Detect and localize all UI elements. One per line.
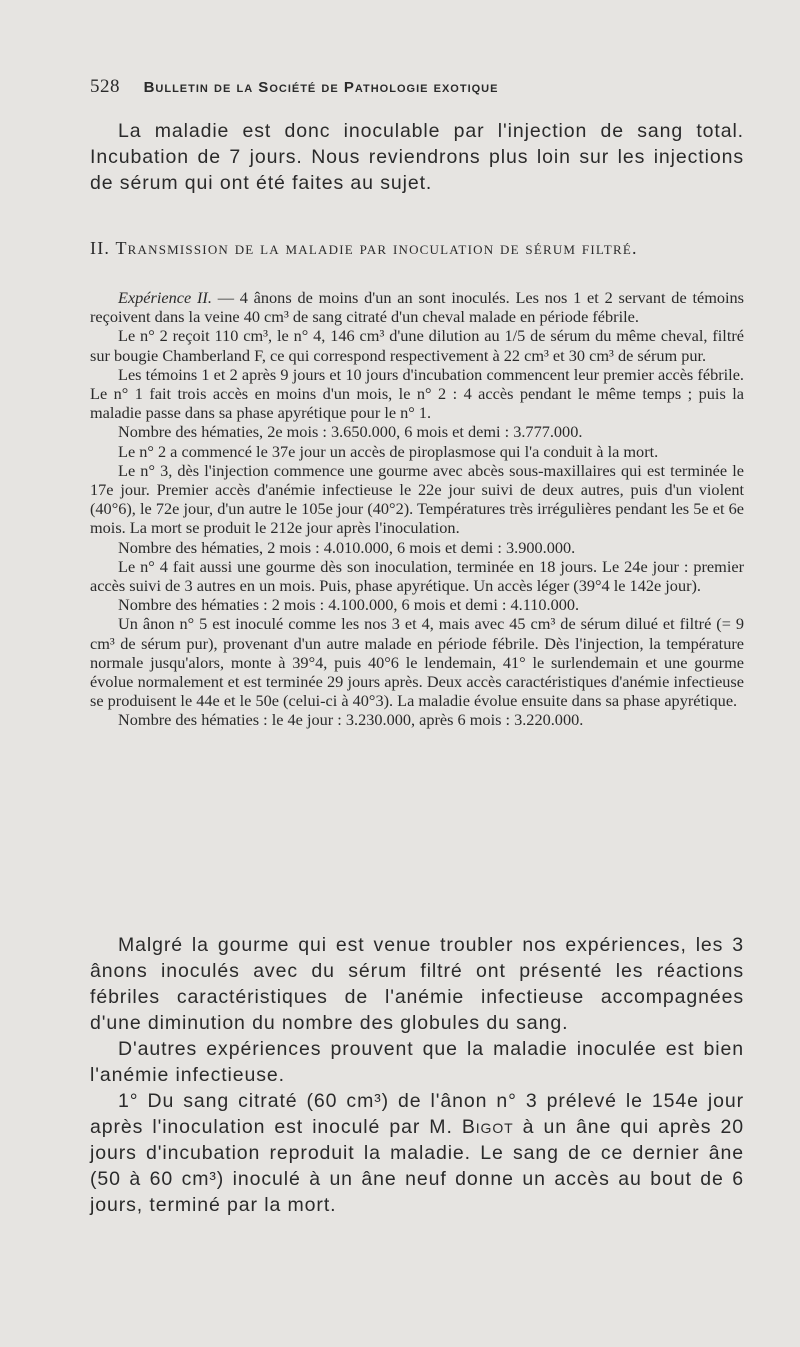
experiment-intro: — 4 ânons de moins d'un an sont inoculés. Les nos 1 et 2 servant de témoins reçoivent dans la veine 40 cm³ de sang citraté d'un cheval malade en période fébrile. [90, 288, 744, 327]
experiment-paragraph: Le n° 2 a commencé le 37e jour un accès de piroplasmose qui l'a conduit à la mort. [118, 441, 659, 461]
experiment-paragraph: Le n° 3, dès l'injection commence une gourme avec abcès sous-maxillaires qui est terminée le 17e jour. Premier accès d'anémie infectieuse le 22e jour suivi de deux autres, puis d'un violent (40°6), le 72e jour, d'un autre le 105e jour (40°2). Températures très irrégulières pendant les 5e et 6e mois. La mort se produit le 212e jour après l'inoculation. [90, 460, 744, 538]
experiment-paragraph: Nombre des hématies : 2 mois : 4.100.000, 6 mois et demi : 4.110.000. [118, 595, 580, 615]
experiment-paragraph: Nombre des hématies : le 4e jour : 3.230.000, après 6 mois : 3.220.000. [118, 710, 584, 730]
experiment-paragraph: Les témoins 1 et 2 après 9 jours et 10 jours d'incubation commencent leur premier accès fébrile. Le n° 1 fait trois accès en moins d'un mois, le n° 2 : 4 accès pendant le même temps ; puis la maladie passe dans sa phase apyrétique pour le n° 1. [90, 364, 744, 423]
experiment-paragraph: Nombre des hématies, 2 mois : 4.010.000, 6 mois et demi : 3.900.000. [118, 537, 576, 557]
conclusion-paragraph: Malgré la gourme qui est venue troubler nos expériences, les 3 ânons inoculés avec du sérum filtré ont présenté les réactions fébriles caractéristiques de l'anémie infectieuse accompagnées d'une diminution du nombre des globules du sang. [90, 934, 744, 1034]
experiment-paragraph: Un ânon n° 5 est inoculé comme les nos 3 et 4, mais avec 45 cm³ de sérum dilué et filtré (= 9 cm³ de sérum pur), provenant d'un autre malade en période fébrile. Dès l'injection, la température normale jusqu'alors, monte à 39°4, puis 40°6 le lendemain, 41° le surlendemain et une gourme évolue normalement et est terminée 29 jours après. Deux accès caractéristiques d'anémie infectieuse se produisent le 44e et le 50e (celui-ci à 40°3). La maladie évolue ensuite dans sa phase apyrétique. [90, 614, 744, 711]
experiment-paragraph [90, 288, 744, 326]
intro-paragraph [90, 118, 744, 196]
experiment-paragraph: Nombre des hématies, 2e mois : 3.650.000, 6 mois et demi : 3.777.000. [118, 422, 583, 442]
section-heading: II. Transmission de la maladie par inoculation de sérum filtré. [90, 238, 638, 258]
conclusion-paragraph [90, 1088, 744, 1218]
running-header [90, 76, 750, 98]
conclusion-last-before: 1° Du sang citraté (60 cm³) de l'ânon n° 3 prélevé le 154e jour après l'inoculation est inoculé par M. [90, 1090, 744, 1138]
intro-text: La maladie est donc inoculable par l'injection de sang total. Incubation de 7 jours. Nous reviendrons plus loin sur les injections de sérum qui ont été faites au sujet. [90, 120, 744, 194]
experiment-paragraph: Le n° 2 reçoit 110 cm³, le n° 4, 146 cm³ d'une dilution au 1/5 de sérum du même cheval, filtré sur bougie Chamberland F, ce qui correspond respectivement à 22 cm³ et 30 cm³ de sérum pur. [90, 326, 744, 365]
experiment-block [90, 288, 744, 730]
experiment-paragraph: Le n° 4 fait aussi une gourme dès son inoculation, terminée en 18 jours. Le 24e jour : premier accès suivi de 3 autres en un mois. Puis, phase apyrétique. Un accès léger (39°4 le 142e jour). [90, 556, 744, 596]
conclusion-last-after: à un âne qui après 20 jours d'incubation reproduit la maladie. Le sang de ce dernier âne (50 à 60 cm³) inoculé à un âne neuf donne un accès au bout de 6 jours, terminé par la mort. [90, 1116, 744, 1216]
page-number: 528 [90, 76, 120, 97]
conclusion-paragraph: D'autres expériences prouvent que la maladie inoculée est bien l'anémie infectieuse. [90, 1038, 744, 1086]
author-name: Bigot [461, 1116, 514, 1138]
running-title: Bulletin de la Société de Pathologie exotique [143, 79, 499, 96]
conclusion-block [90, 932, 744, 1218]
experiment-label: Expérience II. [118, 288, 212, 307]
